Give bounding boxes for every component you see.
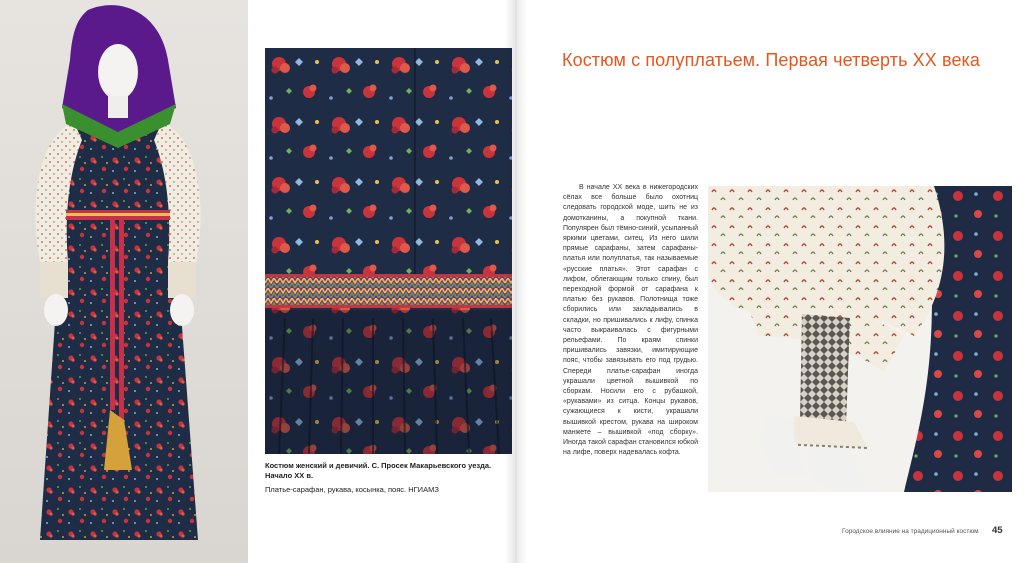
running-title: Городское влияние на традиционный костюм: [842, 528, 979, 535]
sleeve-detail-illustration: [708, 186, 1012, 492]
body-text: В начале XX века в нижегородских сёлах все больше было охотниц следовать городской моде, шить не из домотканины, а покупной ткани. Популярен был тёмно-синий, усыпанный яркими цветами, ситец. Из него шили прямые сарафаны, затем сарафаны-платья или полуплатья, так называемые «русские платья». Этот сарафан с лифом, облегающим только спину, был переходной формой от сарафана к платью без рукавов. Полотнища тоже сборились или закладывались в складки, но пришивались к лифу, спинка часто выкраивалась с фигурными рельефами. По краям спинки пришивались завязки, имитирующие пояс, чтобы завязывать его под грудью. Спереди платье-сарафан иногда украшали цветной вышивкой по сборкам. Носили его с рубашкой, «рукавами» из ситца. Концы рукавов, сужающиеся к кисти, украшали вышивкой крестом, рукава на широком манжете – вышивкой «под сборку». Иногда такой сарафан становился юбкой на лифе, поверх надевалась кофта.: [563, 184, 698, 457]
costume-mannequin-photo: [0, 0, 248, 563]
sleeve-cuff-photo: [708, 186, 1012, 492]
caption-title: Костюм женский и девичий. С. Просек Макарьевского уезда. Начало XX в.: [265, 461, 492, 480]
page-number: 45: [992, 525, 1003, 536]
photo-caption: [265, 461, 505, 495]
belt-detail-illustration: [265, 48, 512, 454]
belt-detail-photo: [265, 48, 512, 454]
costume-illustration: [0, 0, 248, 563]
section-heading: Костюм с полуплатьем. Первая четверть XX века: [562, 50, 981, 70]
caption-detail: Платье-сарафан, рукава, косынка, пояс. НГИАМЗ: [265, 485, 439, 494]
book-gutter: [505, 0, 527, 563]
